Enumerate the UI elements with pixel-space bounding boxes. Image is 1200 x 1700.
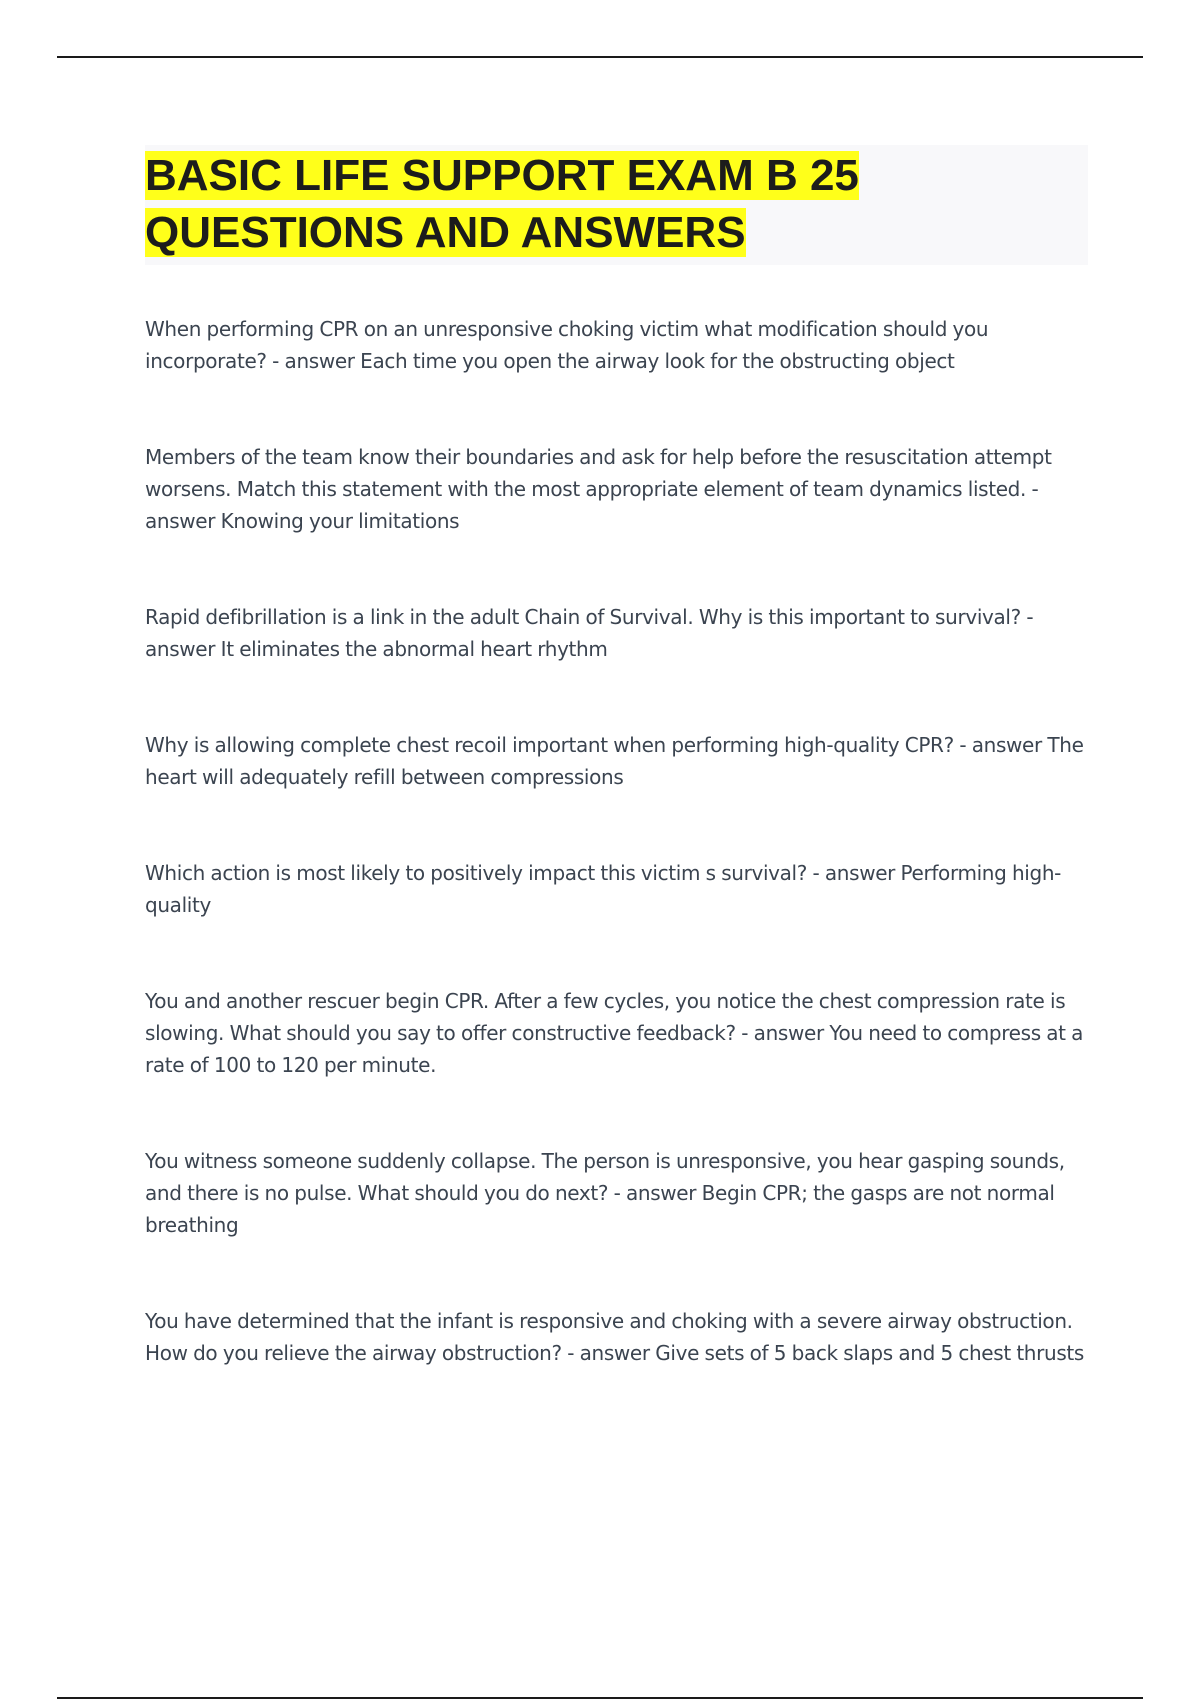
document-body [145,145,1090,1369]
qa-item-3: Rapid defibrillation is a link in the adult Chain of Survival. Why is this important to survival? - answer It eliminates the abnormal heart rhythm [145,605,1034,661]
qa-item-7: You witness someone suddenly collapse. The person is unresponsive, you hear gasping sounds, and there is no pulse. What should you do next? - answer Begin CPR; the gasps are not normal breathing [145,1149,1065,1237]
qa-item-5: Which action is most likely to positively impact this victim s survival? - answer Performing high-quality [145,861,1062,917]
qa-item-2: Members of the team know their boundaries and ask for help before the resuscitation attempt worsens. Match this statement with the most appropriate element of team dynamics listed. - answer Knowing your limitations [145,445,1052,533]
document-title [145,147,1088,261]
qa-item-4: Why is allowing complete chest recoil important when performing high-quality CPR? - answer The heart will adequately refill between compressions [145,733,1084,789]
qa-item-1: When performing CPR on an unresponsive choking victim what modification should you incorporate? - answer Each time you open the airway look for the obstructing object [145,317,989,373]
top-rule [57,56,1143,58]
qa-item-8: You have determined that the infant is responsive and choking with a severe airway obstruction. How do you relieve the airway obstruction? - answer Give sets of 5 back slaps and 5 chest thrusts [145,1309,1084,1365]
bottom-rule [57,1697,1143,1699]
qa-item-6: You and another rescuer begin CPR. After a few cycles, you notice the chest compression rate is slowing. What should you say to offer constructive feedback? - answer You need to compress at a rate of 100 to 120 per minute. [145,989,1084,1077]
document-title-text: BASIC LIFE SUPPORT EXAM B 25 QUESTIONS AND ANSWERS [145,151,859,257]
title-block [145,145,1088,265]
qa-list [145,313,1090,1369]
